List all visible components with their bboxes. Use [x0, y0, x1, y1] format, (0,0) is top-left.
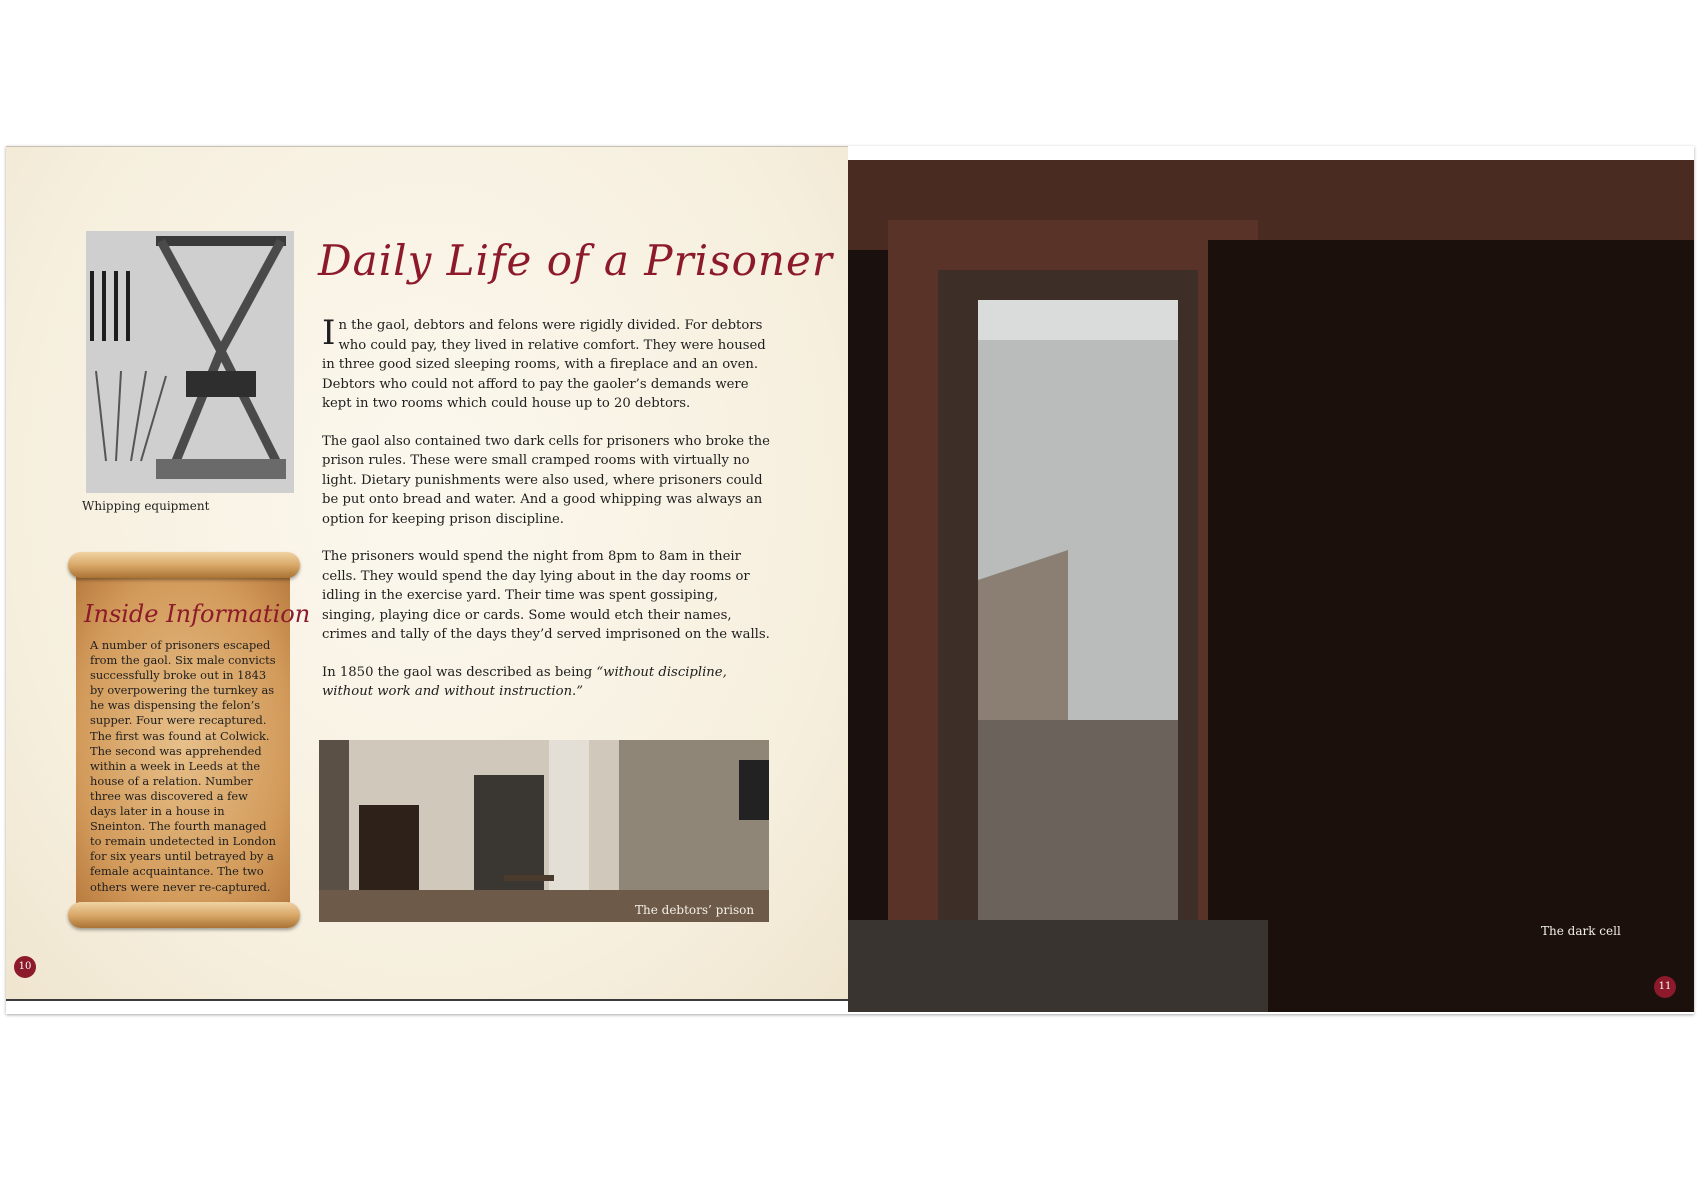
scroll-top-roll	[68, 552, 300, 578]
scroll-title: Inside Information	[84, 600, 311, 628]
scroll-text: A number of prisoners escaped from the gaol. Six male convicts successfully broke out in 1843 by overpowering the turnkey as he was dispensing the felon’s supper. Four were recaptured. The first was found at Colwick. The second was apprehended within a week in Leeds at the house of a relation. Number three was discovered a few days later in a house in Sneinton. The fourth managed to remain undetected in London for six years until betrayed by a female acquaintance. The two others were never re-captured.	[90, 638, 276, 894]
dark-cell-photo	[848, 160, 1694, 1012]
whipping-equipment-photo	[86, 231, 294, 493]
paragraph-4: In 1850 the gaol was described as being “without discipline, without work and without instruction.”	[322, 664, 727, 699]
article-body	[322, 313, 772, 720]
debtors-caption: The debtors’ prison	[635, 903, 755, 917]
quote-text: “without discipline, without work and without instruction.”	[322, 664, 727, 699]
paragraph-2: The gaol also contained two dark cells for prisoners who broke the prison rules. These were small cramped rooms with virtually no light. Dietary punishments were also used, where prisoners could be put onto bread and water. And a good whipping was always an option for keeping prison discipline.	[322, 433, 770, 527]
debtors-prison-photo	[319, 740, 769, 922]
whipping-caption: Whipping equipment	[82, 499, 210, 513]
dark-cell-caption: The dark cell	[1541, 924, 1621, 938]
paragraph-3: The prisoners would spend the night from 8pm to 8am in their cells. They would spend the day lying about in the day rooms or idling in the exercise yard. Their time was spent gossiping, singing, playing dice or cards. Some would etch their names, crimes and tally of the days they’d served imprisoned on the walls.	[322, 549, 770, 642]
page-number-left: 10	[14, 956, 36, 978]
page-number-right: 11	[1654, 976, 1676, 998]
scroll-bottom-roll	[68, 902, 300, 928]
page-title: Daily Life of a Prisoner	[318, 236, 833, 285]
paragraph-1: In the gaol, debtors and felons were rigidly divided. For debtors who could pay, they lived in relative comfort. They were housed in three good sized sleeping rooms, with a fireplace and an oven. Debtors who could not afford to pay the gaoler’s demands were kept in two rooms which could house up to 20 debtors.	[322, 313, 766, 411]
drop-cap: I	[322, 313, 336, 353]
inside-information-scroll	[68, 552, 311, 934]
